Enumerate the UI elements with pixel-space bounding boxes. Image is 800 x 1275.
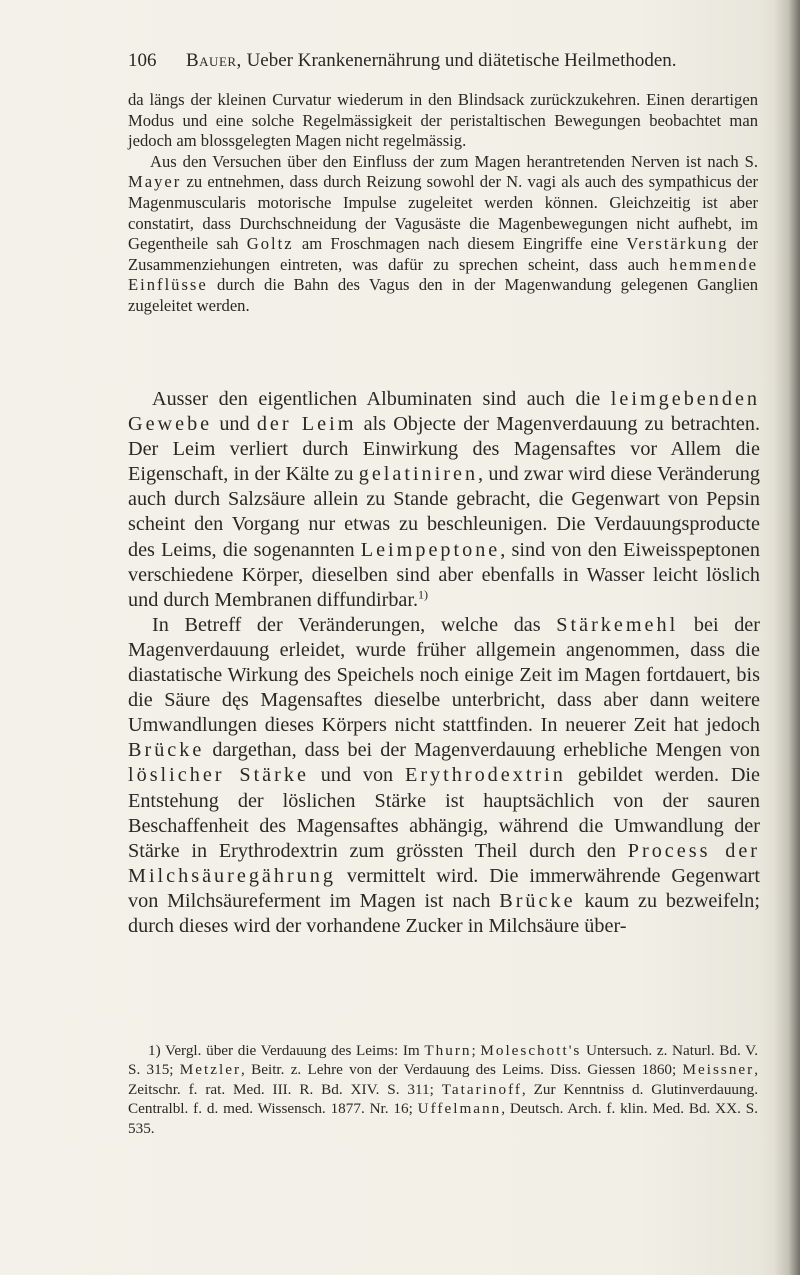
name-metzler: Metzler	[179, 1061, 242, 1079]
emphasis-process: Process der Milchsäuregährung	[128, 839, 760, 887]
emphasis-verstaerkung: Verstärkung	[626, 234, 729, 254]
emphasis-der-leim: der Leim	[256, 413, 357, 436]
emphasis-hemmende: hemmende Einflüsse	[128, 254, 758, 295]
header-title: Ueber Krankenernährung und diätetische Heilmethoden.	[246, 50, 677, 71]
paragraph-leim: Ausser den eigentlichen Albuminaten sind auch die leimgebenden Gewebe und der Leim als Objecte der Magenverdauung zu betrachten. Der Leim verliert durch Einwirkung des Magensaftes vor Allem die Eigenschaft, in der Kälte zu gelatiniren, und zwar wird diese Veränderung auch durch Salzsäure allein zu Stande gebracht, die Gegenwart von Pepsin scheint den Vorgang nur etwas zu beschleunigen. Die Verdauungsproducte des Leims, die sogenannten Leimpeptone, sind von den Eiweisspeptonen verschiedene Körper, dieselben sind aber ebenfalls in Wasser leicht löslich und durch Membranen diffundirbar.$^{1)}$	[128, 388, 760, 611]
footnote-ref[interactable]: 1)	[418, 587, 429, 602]
name-goltz: Goltz	[246, 234, 294, 254]
running-header	[128, 50, 768, 72]
name-bruecke: Brücke	[128, 739, 205, 762]
paragraph-nerves: Aus den Versuchen über den Einfluss der zum Magen herantretenden Nerven ist nach S. Mayer zu entnehmen, dass durch Reizung sowohl der N. vagi als auch des sympathicus der Magenmuscularis motorische Impulse zugeleitet werden können. Gleichzeitig ist aber constatirt, dass Durchschneidung der Vagusäste die Magenbewegungen nicht aufhebt, im Gegentheile sah Goltz am Froschmagen nach diesem Eingriffe eine Verstärkung der Zusammenziehungen eintreten, was dafür zu sprechen scheint, dass auch hemmende Einflüsse durch die Bahn des Vagus den in der Magenwandung gelegenen Ganglien zugeleitet werden.	[128, 151, 758, 315]
emphasis-erythrodextrin: Erythrodextrin	[405, 764, 566, 787]
emphasis-leimpeptone: Leimpeptone	[360, 538, 501, 561]
footnote-mark: 1)	[148, 1042, 161, 1059]
name-moleschott: Moleschott's	[480, 1042, 582, 1059]
small-print-section	[128, 90, 758, 317]
name-thurn: Thurn	[424, 1042, 472, 1059]
page-edge-shadow	[774, 0, 800, 1275]
name-uffelmann: Uffelmann	[417, 1100, 502, 1118]
header-author: Bauer,	[186, 50, 242, 71]
name-meissner: Meissner	[682, 1061, 755, 1079]
main-text-section	[128, 387, 760, 939]
paragraph-peristalsis: da längs der kleinen Curvatur wiederum in den Blindsack zurückzukehren. Einen derartigen Modus und eine solche Regelmässigkeit der peristaltischen Bewegungen beobachtet man jedoch am blossgelegten Magen nicht regelmässig.	[128, 90, 758, 151]
emphasis-loeslicher-staerke: löslicher Stärke	[128, 764, 309, 787]
footnote: 1) Vergl. über die Verdauung des Leims: Im Thurn; Moleschott's Untersuch. z. Naturl. Bd. V. S. 315; Metzler, Beitr. z. Lehre von der Verdauung des Leims. Diss. Giessen 1860; Meissner, Zeitschr. f. rat. Med. III. R. Bd. XIV. S. 311; Tatarinoff, Zur Kenntniss d. Glutinverdauung. Centralbl. f. d. med. Wissensch. 1877. Nr. 16; Uffelmann, Deutsch. Arch. f. klin. Med. Bd. XX. S. 535.	[128, 1042, 759, 1137]
name-mayer: Mayer	[128, 172, 182, 192]
name-tatarinoff: Tatarinoff	[441, 1080, 522, 1098]
emphasis-leimgebenden: leimgebenden Gewebe	[128, 388, 760, 436]
emphasis-gelatiniren: gelatiniren	[358, 463, 479, 486]
name-bruecke-2: Brücke	[499, 889, 576, 912]
page-number: 106	[128, 50, 157, 71]
paragraph-staerkemehl: In Betreff der Veränderungen, welche das Stärkemehl bei der Magenverdauung erleidet, wurde früher allgemein angenommen, dass die diastatische Wirkung des Speichels noch einige Zeit im Magen fortdauert, bis die Säure dęs Magensaftes dieselbe unterbricht, dass aber dann weitere Umwandlungen dieses Körpers nicht stattfinden. In neuerer Zeit hat jedoch Brücke dargethan, dass bei der Magenverdauung erhebliche Mengen von löslicher Stärke und von Erythrodextrin gebildet werden. Die Entstehung der löslichen Stärke ist hauptsächlich von der sauren Beschaffenheit des Magensaftes abhängig, während die Umwandlung der Stärke in Erythrodextrin zum grössten Theil durch den Process der Milchsäuregährung vermittelt wird. Die immerwährende Gegenwart von Milchsäureferment im Magen ist nach Brücke kaum zu bezweifeln; durch dieses wird der vorhandene Zucker in Milchsäure über-	[128, 613, 760, 937]
emphasis-staerkemehl: Stärkemehl	[556, 613, 679, 636]
